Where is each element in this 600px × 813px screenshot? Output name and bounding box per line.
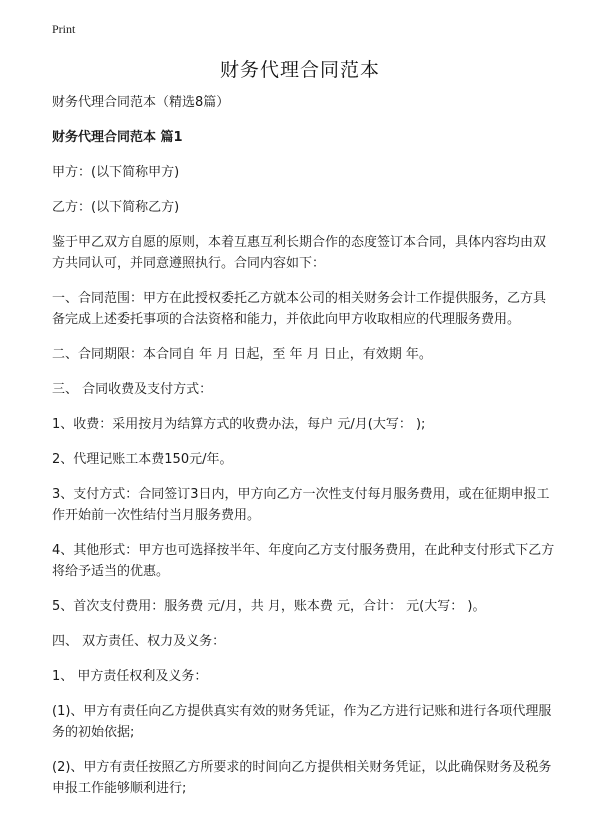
document-body (52, 92, 557, 813)
party-a-duties-heading: 1、 甲方责任权利及义务： (52, 669, 208, 684)
fee-item-4: 4、其他形式：甲方也可选择按半年、年度向乙方支付服务费用，在此种支付形式下乙方将给予适当的优惠。 (52, 543, 555, 579)
document-subtitle: 财务代理合同范本（精选8篇） (52, 95, 230, 110)
section-heading: 财务代理合同范本 篇1 (52, 130, 183, 145)
fee-item-2: 2、代理记账工本费150元/年。 (52, 452, 233, 467)
party-a-line: 甲方：(以下简称甲方) (52, 165, 180, 180)
print-link[interactable]: Print (52, 22, 76, 36)
party-b-line: 乙方：(以下简称乙方) (52, 200, 180, 215)
fee-item-5: 5、首次支付费用：服务费 元/月，共 月，账本费 元，合计： 元(大写： )。 (52, 599, 486, 614)
document-title: 财务代理合同范本 (219, 59, 380, 81)
duty-item-2: (2)、甲方有责任按照乙方所要求的时间向乙方提供相关财务凭证，以此确保财务及税务申报工作能够顺利进行; (52, 760, 552, 796)
clause-fees-heading: 三、 合同收费及支付方式： (52, 382, 213, 397)
fee-item-1: 1、收费：采用按月为结算方式的收费办法，每户 元/月(大写： ); (52, 417, 426, 432)
clause-term: 二、合同期限：本合同自 年 月 日起，至 年 月 日止，有效期 年。 (52, 347, 432, 362)
duty-item-1: (1)、甲方有责任向乙方提供真实有效的财务凭证，作为乙方进行记账和进行各项代理服务的初始依据; (52, 704, 552, 740)
fee-item-3: 3、支付方式：合同签订3日内，甲方向乙方一次性支付每月服务费用，或在征期申报工作开始前一次性结付当月服务费用。 (52, 487, 550, 523)
clause-scope: 一、合同范围：甲方在此授权委托乙方就本公司的相关财务会计工作提供服务，乙方具备完成上述委托事项的合法资格和能力，并依此向甲方收取相应的代理服务费用。 (52, 291, 547, 327)
clause-duties-heading: 四、 双方责任、权力及义务： (52, 634, 226, 649)
preamble-paragraph: 鉴于甲乙双方自愿的原则，本着互惠互利长期合作的态度签订本合同，具体内容均由双方共同认可，并同意遵照执行。合同内容如下： (52, 235, 547, 271)
